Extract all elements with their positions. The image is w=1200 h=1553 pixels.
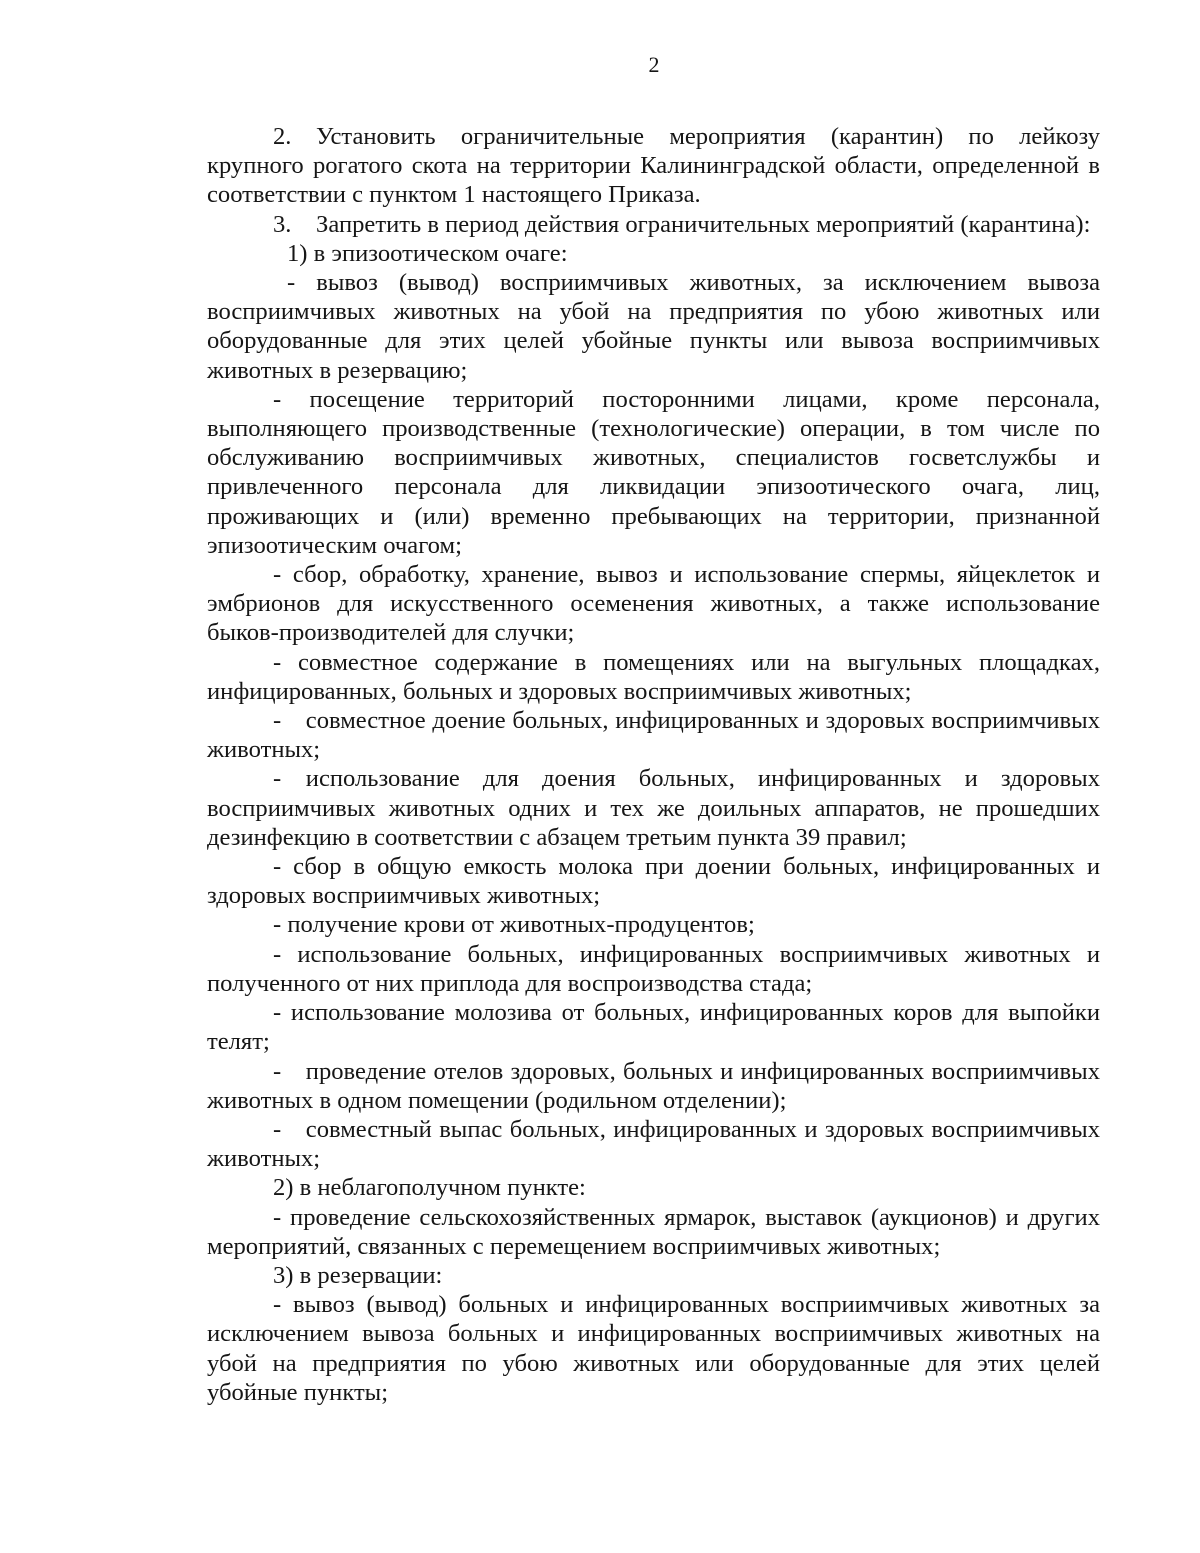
list-item: - проведение отелов здоровых, больных и инфицированных восприимчивых животных в одном помещении (родильном отделении); <box>207 1057 1100 1114</box>
list-item: - вывоз (вывод) больных и инфицированных восприимчивых животных за исключением вывоза больных и инфицированных восприимчивых животных на убой на предприятия по убою животных или оборудованные для этих целей убойные пункты; <box>207 1291 1100 1406</box>
list-item: - совместное доение больных, инфицированных и здоровых восприимчивых животных; <box>207 707 1100 764</box>
list-item: - получение крови от животных-продуцентов; <box>273 911 755 939</box>
document-body <box>207 122 1100 1407</box>
list-item: - вывоз (вывод) восприимчивых животных, за исключением вывоза восприимчивых животных на убой на предприятия по убою животных или оборудованные для этих целей убойные пункты или вывоза восприимчивых животных в резервацию; <box>207 269 1100 384</box>
list-item: - использование молозива от больных, инфицированных коров для выпойки телят; <box>207 999 1100 1056</box>
list-item: - сбор в общую емкость молока при доении больных, инфицированных и здоровых восприимчивых животных; <box>207 853 1100 910</box>
subsection-episootic-focus: 1) в эпизоотическом очаге: <box>287 239 568 267</box>
subsection-unfavorable-point: 2) в неблагополучном пункте: <box>273 1174 586 1202</box>
list-item: - совместный выпас больных, инфицированных и здоровых восприимчивых животных; <box>207 1115 1100 1173</box>
list-item: - сбор, обработку, хранение, вывоз и использование спермы, яйцеклеток и эмбрионов для искусственного осеменения животных, а также использование быков-производителей для случки; <box>207 561 1100 647</box>
paragraph-item-3: 3. Запретить в период действия ограничительных мероприятий (карантина): <box>273 210 1091 238</box>
list-item: - использование для доения больных, инфицированных и здоровых восприимчивых животных одних и тех же доильных аппаратов, не прошедших дезинфекцию в соответствии с абзацем третьим пункта 39 правил; <box>207 765 1100 851</box>
list-item: - проведение сельскохозяйственных ярмарок, выставок (аукционов) и других мероприятий, связанных с перемещением восприимчивых животных; <box>207 1203 1100 1260</box>
page-number: 2 <box>648 52 660 77</box>
list-item: - использование больных, инфицированных восприимчивых животных и полученного от них приплода для воспроизводства стада; <box>207 940 1100 997</box>
list-item: - совместное содержание в помещениях или на выгульных площадках, инфицированных, больных и здоровых восприимчивых животных; <box>207 648 1100 705</box>
paragraph-item-2: 2. Установить ограничительные мероприятия (карантин) по лейкозу крупного рогатого скота на территории Калининградской области, определенной в соответствии с пунктом 1 настоящего Приказа. <box>207 123 1100 209</box>
subsection-reservation: 3) в резервации: <box>273 1261 443 1289</box>
list-item: - посещение территорий посторонними лицами, кроме персонала, выполняющего производственные (технологические) операции, в том числе по обслуживанию восприимчивых животных, специалистов госветслужбы и привлеченного персонала для ликвидации эпизоотического очага, лиц, проживающих и (или) временно пребывающих на территории, признанной эпизоотическим очагом; <box>207 385 1100 559</box>
